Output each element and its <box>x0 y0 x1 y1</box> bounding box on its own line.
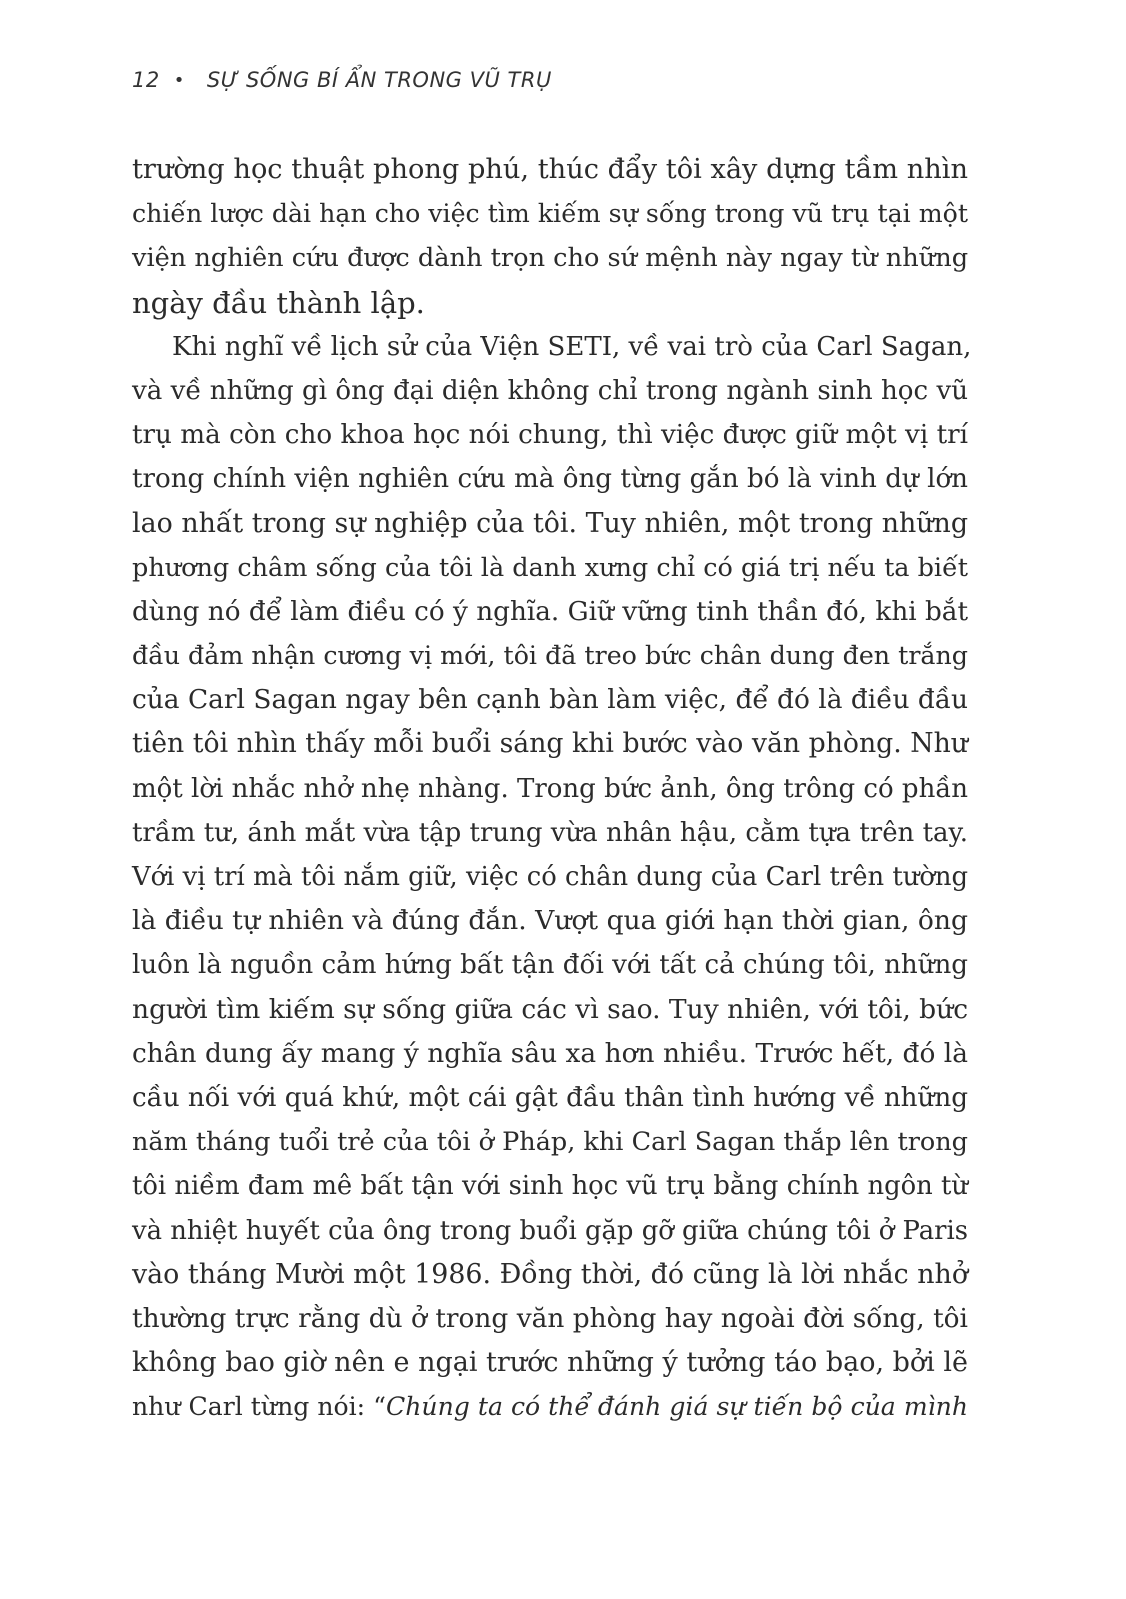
text-line: người tìm kiếm sự sống giữa các vì sao. Tuy nhiên, với tôi, bức <box>132 993 969 1025</box>
text-line: trầm tư, ánh mắt vừa tập trung vừa nhân hậu, cằm tựa trên tay. <box>132 817 968 848</box>
text-line: chân dung ấy mang ý nghĩa sâu xa hơn nhiều. Trước hết, đó là <box>132 1037 968 1069</box>
header-bullet: • <box>173 69 185 91</box>
text-line: và nhiệt huyết của ông trong buổi gặp gỡ giữa chúng tôi ở Paris <box>132 1215 968 1246</box>
text-line: cầu nối với quá khứ, một cái gật đầu thân tình hướng về những <box>132 1082 968 1113</box>
text-line: phương châm sống của tôi là danh xưng chỉ có giá trị nếu ta biết <box>132 552 968 583</box>
text-line: đầu đảm nhận cương vị mới, tôi đã treo bức chân dung đen trắng <box>132 641 968 671</box>
paragraph-2 <box>132 325 972 1430</box>
text-line: chiến lược dài hạn cho việc tìm kiếm sự sống trong vũ trụ tại một <box>132 199 968 229</box>
text-line: trường học thuật phong phú, thúc đẩy tôi xây dựng tầm nhìn <box>132 154 968 185</box>
text-line: năm tháng tuổi trẻ của tôi ở Pháp, khi Carl Sagan thắp lên trong <box>132 1127 968 1158</box>
text-line: vào tháng Mười một 1986. Đồng thời, đó cũng là lời nhắc nhở <box>132 1258 968 1290</box>
text-line: của Carl Sagan ngay bên cạnh bàn làm việc, để đó là điều đầu <box>132 684 968 716</box>
text-line: không bao giờ nên e ngại trước những ý tưởng táo bạo, bởi lẽ <box>132 1347 968 1379</box>
text-line: và về những gì ông đại diện không chỉ trong ngành sinh học vũ <box>132 375 968 406</box>
text-line: dùng nó để làm điều có ý nghĩa. Giữ vững tinh thần đó, khi bắt <box>132 596 968 627</box>
page-number: 12 <box>132 68 160 92</box>
text-line: là điều tự nhiên và đúng đắn. Vượt qua giới hạn thời gian, ông <box>132 905 968 937</box>
text-line: tiên tôi nhìn thấy mỗi buổi sáng khi bước vào văn phòng. Như <box>132 728 968 760</box>
text-line: trụ mà còn cho khoa học nói chung, thì việc được giữ một vị trí <box>132 420 968 451</box>
text-line: tôi niềm đam mê bất tận với sinh học vũ trụ bằng chính ngôn từ <box>132 1171 968 1202</box>
text-line: luôn là nguồn cảm hứng bất tận đối với tất cả chúng tôi, những <box>132 950 968 981</box>
text-line: ngày đầu thành lập. <box>132 285 425 320</box>
text-line: thường trực rằng dù ở trong văn phòng hay ngoài đời sống, tôi <box>132 1303 968 1334</box>
text-line: viện nghiên cứu được dành trọn cho sứ mệnh này ngay từ những <box>132 243 969 274</box>
running-header <box>132 64 552 96</box>
paragraph-1 <box>132 148 968 325</box>
text-line-final <box>132 1385 968 1429</box>
running-title: SỰ SỐNG BÍ ẨN TRONG VŨ TRỤ <box>206 68 552 92</box>
quote-italic: Chúng ta có thể đánh giá sự tiến bộ của mình <box>386 1392 968 1422</box>
text-line: lao nhất trong sự nghiệp của tôi. Tuy nhiên, một trong những <box>132 507 968 539</box>
text-line: trong chính viện nghiên cứu mà ông từng gắn bó là vinh dự lớn <box>132 464 968 495</box>
body-text <box>132 148 972 1429</box>
text-line: một lời nhắc nhở nhẹ nhàng. Trong bức ảnh, ông trông có phần <box>132 773 968 804</box>
text-line: Với vị trí mà tôi nắm giữ, việc có chân dung của Carl trên tường <box>132 862 968 892</box>
text-line: Khi nghĩ về lịch sử của Viện SETI, về vai trò của Carl Sagan, <box>172 331 972 362</box>
quote-intro: như Carl từng nói: “ <box>132 1392 387 1422</box>
